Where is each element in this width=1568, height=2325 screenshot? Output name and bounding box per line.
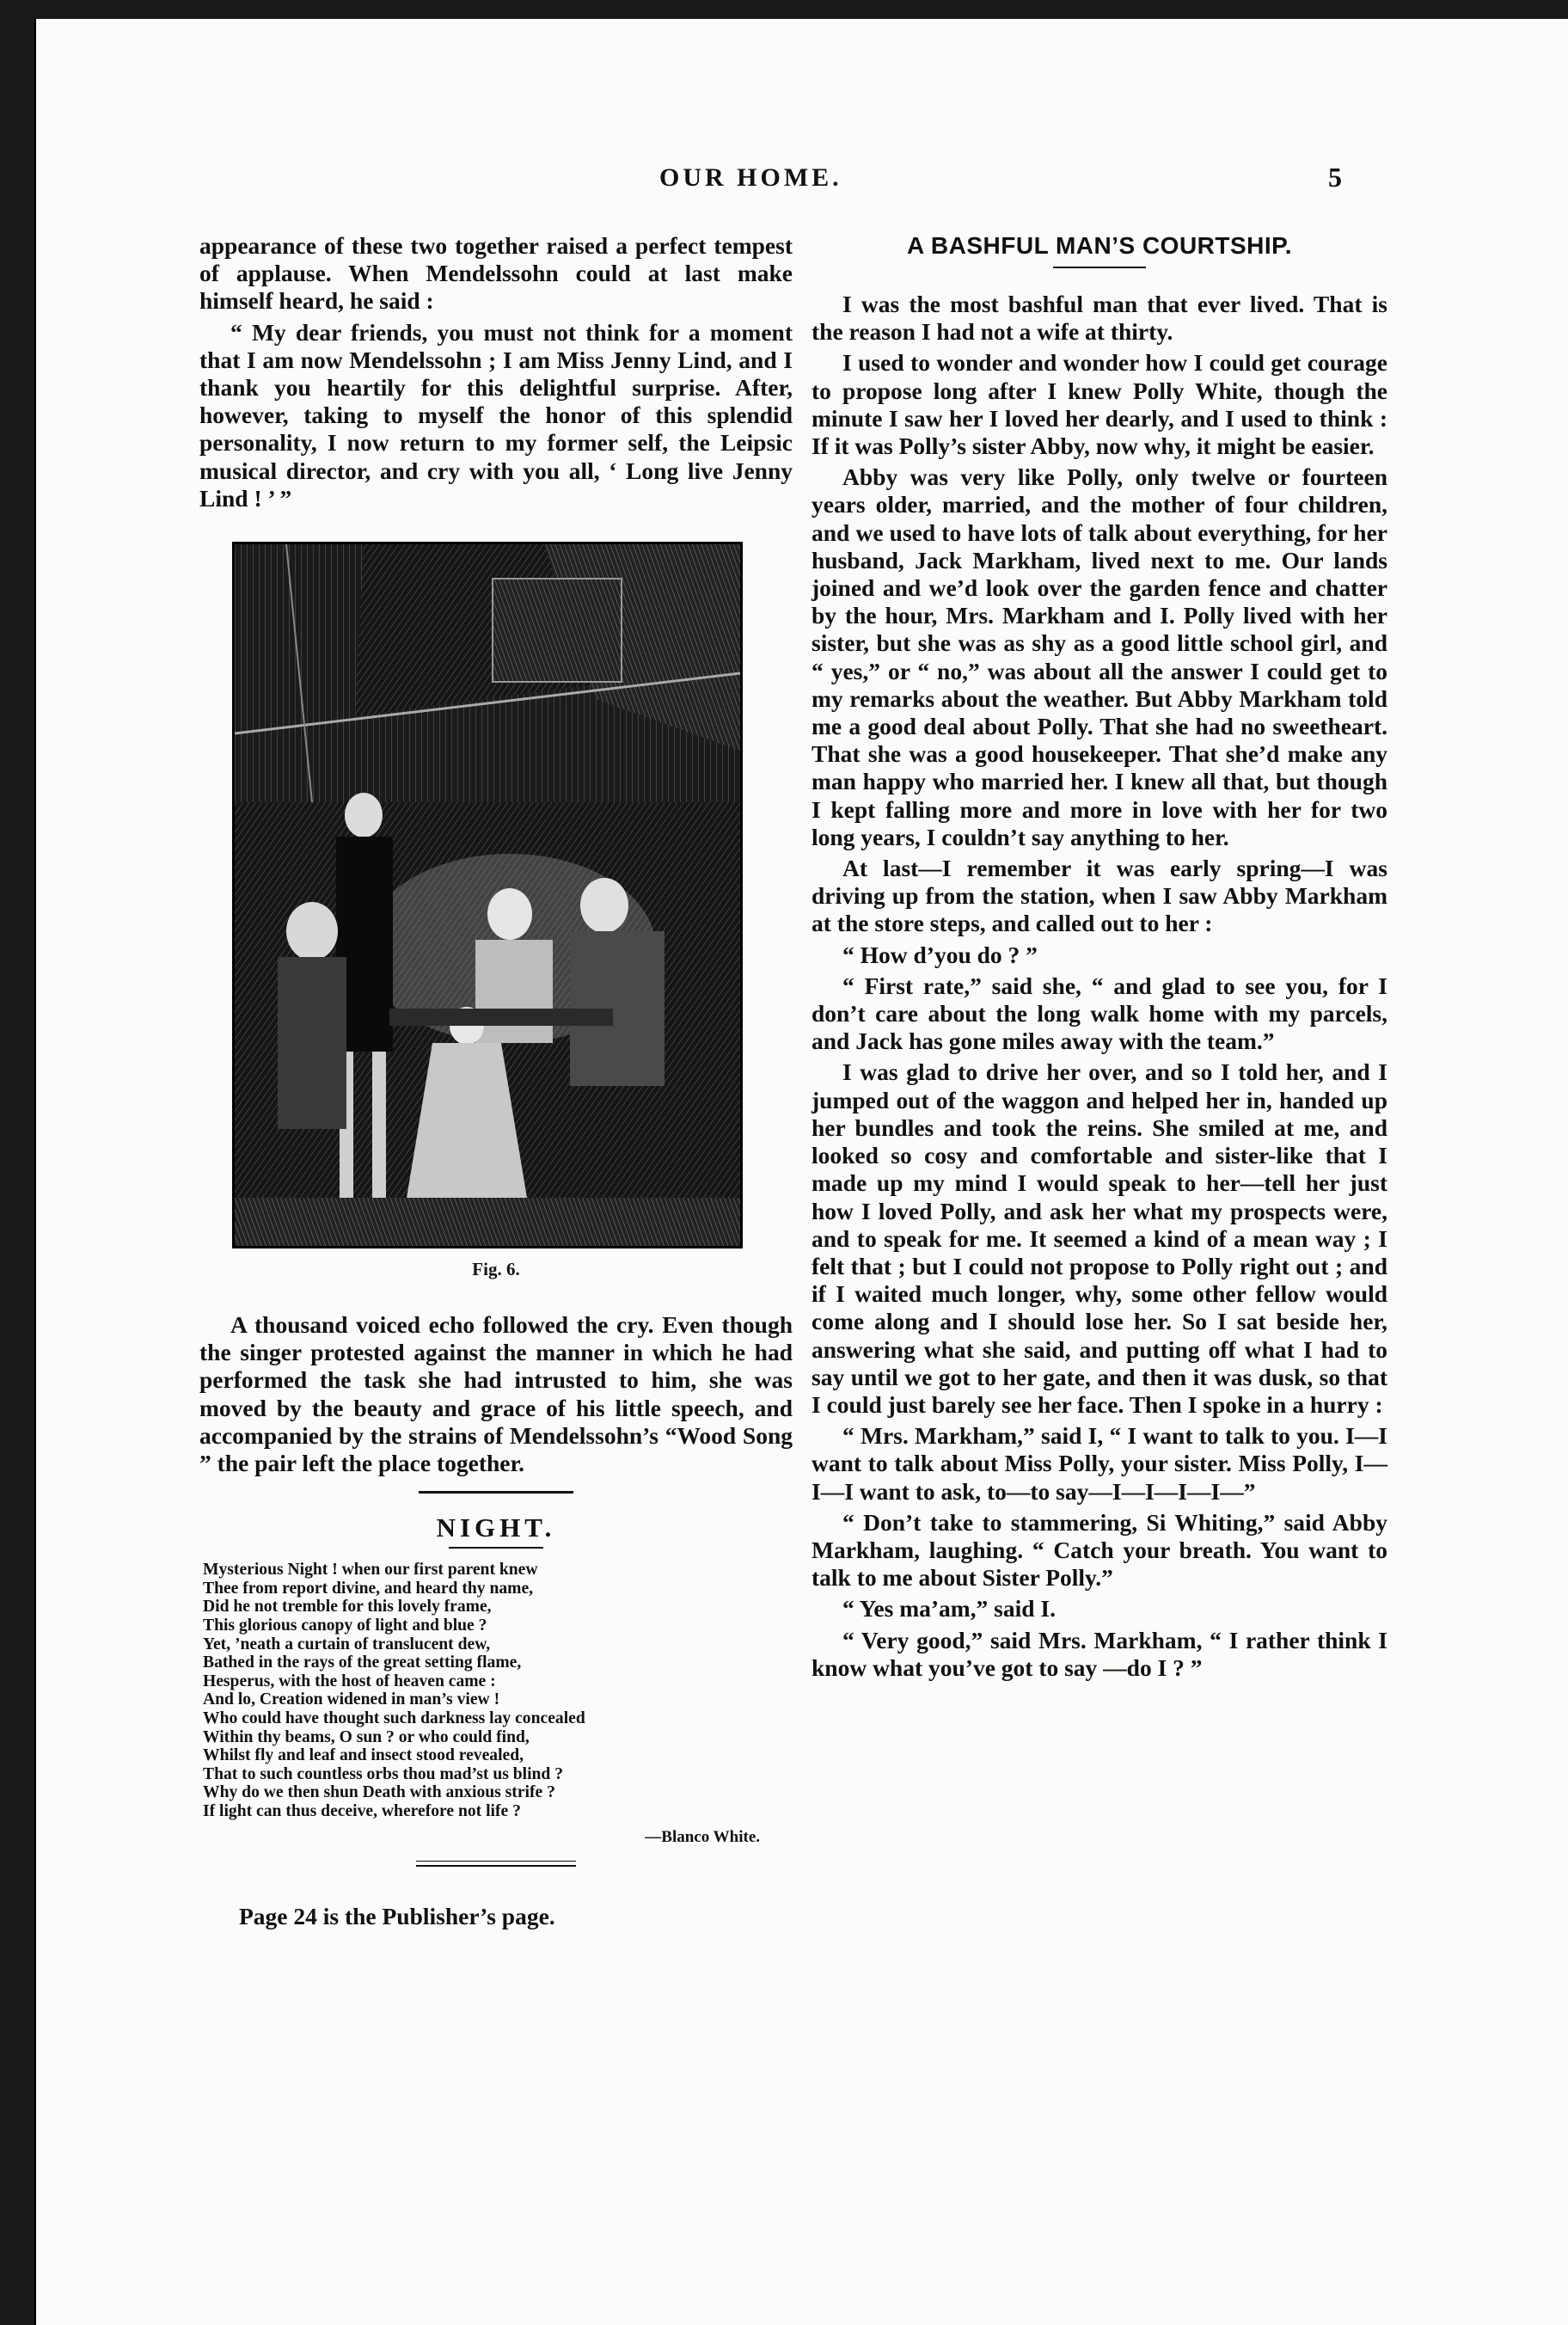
paragraph: “ Mrs. Markham,” said I, “ I want to talk to you. I—I want to talk about Miss Polly, your sister. Miss Polly, I—I—I want to ask, to—to say—I—I—I—I—” xyxy=(812,1422,1387,1505)
article-title: A BASHFUL MAN’S COURTSHIP. xyxy=(906,232,1293,259)
divider-line xyxy=(416,1861,576,1862)
poem-line: This glorious canopy of light and blue ? xyxy=(203,1616,487,1635)
running-title: OUR HOME. xyxy=(659,163,842,192)
page-number: 5 xyxy=(1328,162,1342,193)
poem-line: That to such countless orbs thou mad’st us blind ? xyxy=(203,1764,564,1783)
poem-line: Yet, ’neath a curtain of translucent dew, xyxy=(203,1635,491,1653)
poem-line: Hesperus, with the host of heaven came : xyxy=(203,1672,496,1690)
paragraph: A thousand voiced echo followed the cry. Even though the singer protested against the manner in which he had performed the task she had intrusted to him, she was moved by the beauty and grace of his little speech, and accompanied by the strains of Mendelssohn’s “Wood Song ” the pair left the place together. xyxy=(199,1311,793,1477)
paragraph: I used to wonder and wonder how I could get courage to propose long after I knew Polly White, though the minute I saw her I loved her dearly, and I used to think : If it was Polly’s sister Abby, now why, it might be easier. xyxy=(812,349,1387,460)
paragraph: “ How d’you do ? ” xyxy=(842,941,1038,968)
paragraph: At last—I remember it was early spring—I was driving up from the station, when I saw Abby Markham at the store steps, and called out to her : xyxy=(812,855,1387,937)
poem-line: Whilst fly and leaf and insect stood revealed, xyxy=(203,1746,524,1765)
poem-line: Bathed in the rays of the great setting flame, xyxy=(203,1653,522,1672)
paragraph: Abby was very like Polly, only twelve or fourteen years older, married, and the mother of four children, and we used to have lots of talk about everything, for her husband, Jack Markham, lived next to me. Our lands joined and we’d look over the garden fence and chatter by the hour, Mrs. Markham and I. Polly lived with her sister, but she was as shy as a good little school girl, and “ yes,” or “ no,” was about all the answer I could get to my remarks about the weather. But Abby Markham told me a good deal about Polly. That she had no sweetheart. That she was a good housekeeper. That she’d make any man happy who married her. I knew all that, but though I kept falling more and more in love with her for two long years, I couldn’t say anything to her. xyxy=(812,463,1387,850)
figure-caption: Fig. 6. xyxy=(472,1259,520,1280)
poem-line: And lo, Creation widened in man’s view ! xyxy=(203,1690,500,1709)
poem-title-rule xyxy=(449,1547,543,1549)
poem-line: Within thy beams, O sun ? or who could find, xyxy=(203,1727,530,1746)
section-divider xyxy=(419,1491,573,1494)
engraving-image xyxy=(235,544,740,1246)
poem-line: Thee from report divine, and heard thy name, xyxy=(203,1579,534,1598)
paragraph: “ Don’t take to stammering, Si Whiting,” said Abby Markham, laughing. “ Catch your breath. You want to talk to me about Sister Polly.” xyxy=(812,1508,1387,1592)
right-column xyxy=(812,232,1387,1682)
page xyxy=(34,19,1568,2325)
poem-line: Mysterious Night ! when our first parent knew xyxy=(203,1561,538,1580)
poem-attribution: —Blanco White. xyxy=(645,1827,760,1846)
left-column xyxy=(199,232,793,1930)
divider-line xyxy=(416,1865,576,1867)
engraving-illustration xyxy=(232,542,743,1248)
paragraph: “ Very good,” said Mrs. Markham, “ I rather think I know what you’ve got to say —do I ? ” xyxy=(812,1626,1387,1681)
poem-title: NIGHT. xyxy=(436,1512,556,1543)
poem-line: Who could have thought such darkness lay concealed xyxy=(203,1709,585,1727)
publisher-note: Page 24 is the Publisher’s page. xyxy=(239,1902,555,1929)
paragraph: “ My dear friends, you must not think for a moment that I am now Mendelssohn ; I am Miss Jenny Lind, and I thank you heartily for this delightful surprise. After, however, taking to myself the honor of this splendid personality, I now return to my former self, the Leipsic musical director, and cry with you all, ‘ Long live Jenny Lind ! ’ ” xyxy=(199,318,793,512)
paragraph: “ Yes ma’am,” said I. xyxy=(842,1595,1057,1623)
paragraph: I was the most bashful man that ever lived. That is the reason I had not a wife at thirty. xyxy=(812,291,1387,346)
poem-line: Why do we then shun Death with anxious strife ? xyxy=(203,1783,555,1802)
poem-body xyxy=(199,1561,793,1820)
poem-line: If light can thus deceive, wherefore not life ? xyxy=(203,1801,521,1820)
paragraph: “ First rate,” said she, “ and glad to see you, for I don’t care about the long walk home with my parcels, and Jack has gone miles away with the team.” xyxy=(812,972,1387,1055)
paragraph: appearance of these two together raised a perfect tempest of applause. When Mendelssohn could at last make himself heard, he said : xyxy=(199,232,793,315)
poem-line: Did he not tremble for this lovely frame, xyxy=(203,1598,492,1616)
paragraph: I was glad to drive her over, and so I told her, and I jumped out of the waggon and helped her in, handed up her bundles and took the reins. She smiled at me, and looked so cosy and comfortable and sister-like that I made up my mind I would speak to her—tell her just how I loved Polly, and ask her what my prospects were, and to speak for me. It seemed a kind of a mean way ; I felt that ; but I could not propose to Polly right out ; and if I waited much longer, why, some other fellow would come along and I should lose her. So I sat beside her, answering what she said, and putting off what I had to say until we got to her gate, and then it was dusk, so that I could just barely see her face. Then I spoke in a hurry : xyxy=(812,1058,1387,1418)
article-title-rule xyxy=(1053,267,1146,268)
